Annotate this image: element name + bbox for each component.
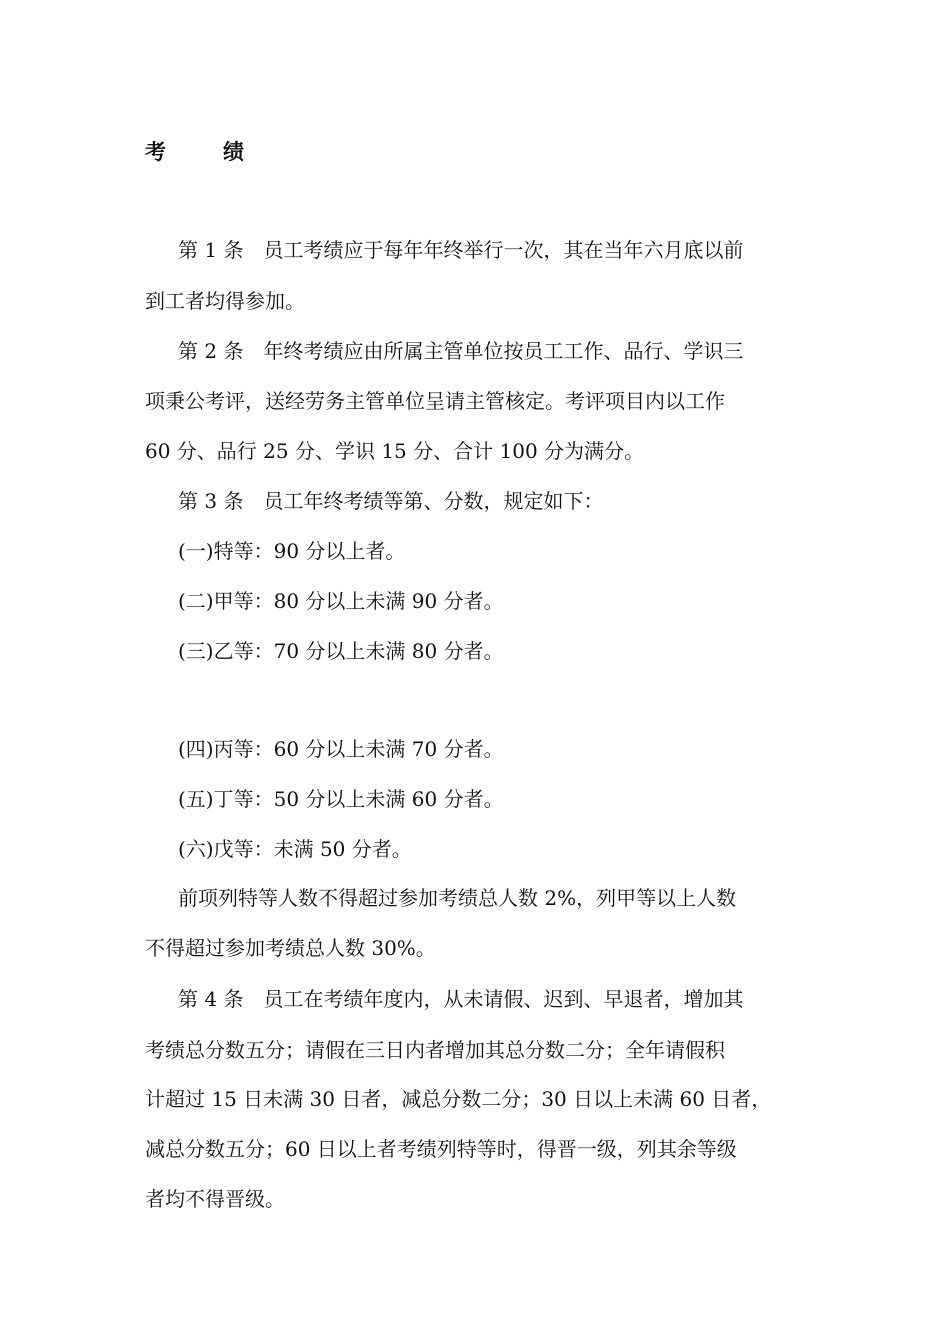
article-4-line-3: 计超过 15 日未满 30 日者，减总分数二分；30 日以上未满 60 日者， bbox=[145, 1087, 772, 1111]
article-1-line-1: 第 1 条 员工考绩应于每年年终举行一次，其在当年六月底以前 bbox=[178, 238, 744, 262]
article-4-line-4: 减总分数五分；60 日以上者考绩列特等时，得晋一级，列其余等级 bbox=[145, 1137, 737, 1161]
article-4-line-2: 考绩总分数五分；请假在三日内者增加其总分数二分；全年请假积 bbox=[145, 1038, 725, 1062]
grade-list-item: (三)乙等：70 分以上未满 80 分者。 bbox=[178, 639, 504, 663]
grade-list-item: (一)特等：90 分以上者。 bbox=[178, 539, 406, 563]
quota-line-1: 前项列特等人数不得超过参加考绩总人数 2%，列甲等以上人数 bbox=[178, 886, 737, 910]
article-4-line-5: 者均不得晋级。 bbox=[145, 1187, 285, 1211]
quota-line-2: 不得超过参加考绩总人数 30%。 bbox=[145, 936, 436, 960]
article-2-line-1: 第 2 条 年终考绩应由所属主管单位按员工工作、品行、学识三 bbox=[178, 339, 744, 363]
article-4-line-1: 第 4 条 员工在考绩年度内，从未请假、迟到、早退者，增加其 bbox=[178, 987, 744, 1011]
grade-list-item: (六)戊等：未满 50 分者。 bbox=[178, 837, 412, 861]
grade-list-item: (二)甲等：80 分以上未满 90 分者。 bbox=[178, 589, 504, 613]
document-title: 考 绩 bbox=[145, 139, 262, 164]
grade-list-item: (五)丁等：50 分以上未满 60 分者。 bbox=[178, 787, 504, 811]
article-1-line-2: 到工者均得参加。 bbox=[145, 289, 305, 313]
article-3-line-1: 第 3 条 员工年终考绩等第、分数，规定如下： bbox=[178, 489, 604, 513]
article-2-line-2: 项秉公考评，送经劳务主管单位呈请主管核定。考评项目内以工作 bbox=[145, 389, 725, 413]
article-2-line-3: 60 分、品行 25 分、学识 15 分、合计 100 分为满分。 bbox=[145, 439, 645, 463]
grade-list-item: (四)丙等：60 分以上未满 70 分者。 bbox=[178, 737, 504, 761]
